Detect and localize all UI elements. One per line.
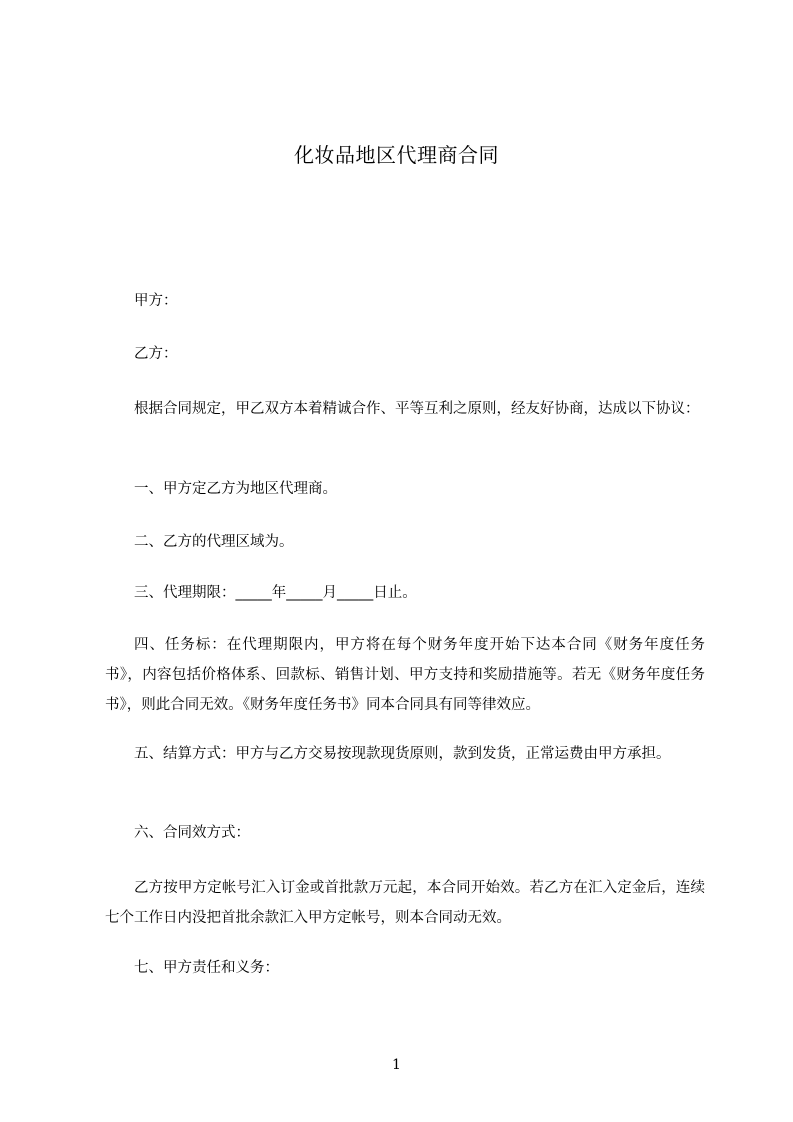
party-b-line: 乙方： [134, 346, 178, 362]
clause-5: 五、结算方式：甲方与乙方交易按现款现货原则，款到发货，正常运费由甲方承担。 [134, 746, 671, 762]
clause-7: 七、甲方责任和义务： [134, 960, 279, 976]
intro-paragraph: 根据合同规定，甲乙双方本着精诚合作、平等互利之原则，经友好协商，达成以下协议： [134, 401, 700, 417]
clause-4: 四、任务标：在代理期限内，甲方将在每个财务年度开始下达本合同《财务年度任务书》，内容包括价格体系、回款标、销售计划、甲方支持和奖励措施等。若无《财务年度任务书》，则此合同无效。《财务年度任务书》同本合同具有同等律效应。 [105, 637, 705, 713]
clause-6-detail: 乙方按甲方定帐号汇入订金或首批款万元起，本合同开始效。若乙方在汇入定金后，连续七个工作日内没把首批余款汇入甲方定帐号，则本合同动无效。 [105, 880, 705, 926]
clause-2: 二、乙方的代理区域为。 [134, 534, 294, 550]
page-number: 1 [392, 1057, 401, 1073]
document-title: 化妆品地区代理商合同 [294, 143, 499, 167]
clause-3: 三、代理期限：_____年_____月_____日止。 [134, 585, 417, 601]
clause-1: 一、甲方定乙方为地区代理商。 [134, 481, 337, 497]
clause-6: 六、合同效方式： [134, 825, 250, 841]
party-a-line: 甲方： [134, 293, 178, 309]
